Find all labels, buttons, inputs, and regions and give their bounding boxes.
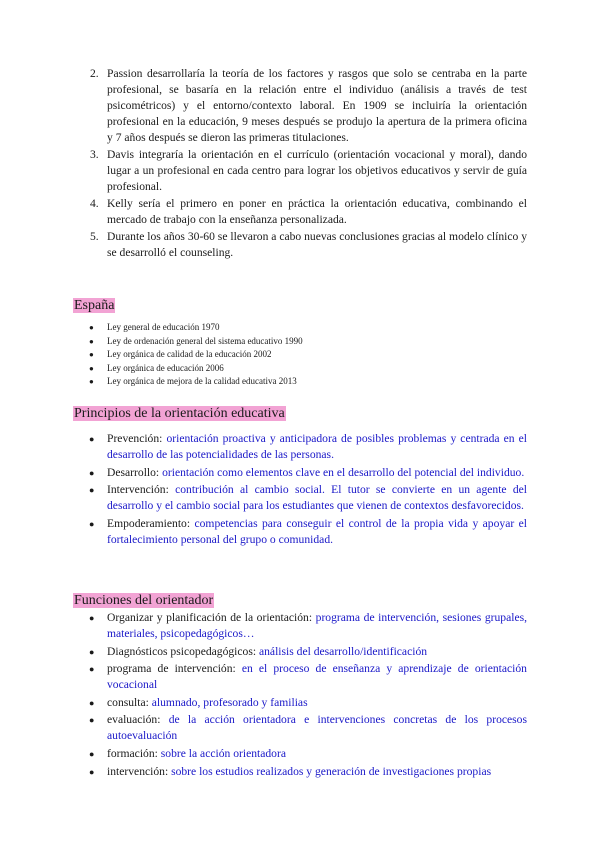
item-label: consulta: bbox=[107, 695, 152, 709]
item-text: Durante los años 30-60 se llevaron a cabo nuevas conclusiones gracias al modelo clínico y se desarrolló el counseling. bbox=[107, 230, 527, 259]
item-label: Intervención: bbox=[107, 483, 176, 497]
list-item bbox=[0, 712, 600, 744]
bullet-icon: ● bbox=[89, 664, 95, 675]
bullet-icon: ● bbox=[89, 613, 95, 623]
bullet-icon: ● bbox=[89, 350, 94, 360]
history-list bbox=[0, 66, 600, 262]
functions-list bbox=[0, 610, 600, 781]
item-description: competencias para conseguir el control de la propia vida y apoyar el fortalecimiento personal del grupo o comunidad. bbox=[107, 516, 527, 546]
list-item bbox=[0, 362, 600, 376]
laws-list bbox=[0, 321, 600, 389]
item-text: Ley orgánica de educación 2006 bbox=[107, 362, 224, 373]
item-label: Diagnósticos psicopedagógicos: bbox=[107, 644, 259, 658]
item-label: Desarrollo: bbox=[107, 465, 163, 479]
list-item bbox=[0, 66, 600, 146]
list-item bbox=[0, 764, 600, 780]
list-item bbox=[0, 644, 600, 660]
item-text: Passion desarrollaría la teoría de los factores y rasgos que solo se centraba en la parte profesional, se basaría en la relación entre el individuo (análisis a través de test psicométricos) y el entorno/contexto laboral. En 1909 se incluiría la orientación profesional en la educación, 9 meses después se produjo la apertura de la primera oficina y 7 años después se dieron las primeras titulaciones. bbox=[107, 67, 527, 144]
bullet-icon: ● bbox=[89, 363, 94, 373]
item-text: Ley general de educación 1970 bbox=[107, 322, 220, 332]
item-label: Prevención: bbox=[107, 432, 167, 445]
item-description: en el proceso de enseñanza y aprendizaje de orientación vocacional bbox=[107, 662, 527, 692]
list-item bbox=[0, 610, 600, 642]
item-number: 3. bbox=[90, 148, 99, 161]
item-description: sobre los estudios realizados y generación de investigaciones propias bbox=[171, 764, 492, 778]
list-item bbox=[0, 482, 600, 514]
item-text: Ley orgánica de calidad de la educación 2002 bbox=[107, 349, 272, 360]
list-item bbox=[0, 229, 600, 261]
list-item bbox=[0, 321, 600, 335]
item-text: Ley orgánica de mejora de la calidad educativa 2013 bbox=[107, 376, 297, 387]
bullet-icon: ● bbox=[89, 766, 95, 777]
section-heading-funciones bbox=[73, 592, 214, 610]
bullet-icon: ● bbox=[89, 434, 95, 444]
bullet-icon: ● bbox=[89, 485, 95, 496]
item-description: programa de intervención, sesiones grupales, materiales, psicopedagógicos… bbox=[107, 611, 527, 640]
item-description: contribución al cambio social. El tutor se convierte en un agente del desarrollo y el cambio social para los estudiantes que vienen de contextos desfavorecidos. bbox=[107, 483, 527, 513]
item-text: Davis integraría la orientación en el currículo (orientación vocacional y moral), dando lugar a un profesional en cada centro para lograr los objetivos educativos y servir de guía profesional. bbox=[107, 148, 527, 193]
bullet-icon: ● bbox=[89, 715, 95, 726]
bullet-icon: ● bbox=[89, 377, 94, 387]
item-label: programa de intervención: bbox=[107, 662, 242, 676]
bullet-icon: ● bbox=[89, 467, 95, 478]
list-item bbox=[0, 661, 600, 693]
item-label: Organizar y planificación de la orientación: bbox=[107, 611, 316, 624]
bullet-icon: ● bbox=[89, 518, 95, 529]
bullet-icon: ● bbox=[89, 336, 94, 346]
list-item bbox=[0, 147, 600, 195]
item-description: orientación como elementos clave en el desarrollo del potencial del individuo. bbox=[162, 465, 525, 479]
item-description: alumnado, profesorado y familias bbox=[151, 695, 308, 709]
list-item bbox=[0, 746, 600, 762]
item-label: formación: bbox=[107, 746, 161, 760]
item-number: 5. bbox=[90, 230, 99, 243]
list-item bbox=[0, 348, 600, 362]
item-number: 4. bbox=[90, 197, 99, 210]
item-text: Ley de ordenación general del sistema educativo 1990 bbox=[107, 335, 303, 346]
item-text: Kelly sería el primero en poner en práctica la orientación educativa, combinando el mercado de trabajo con la enseñanza personalizada. bbox=[107, 197, 527, 226]
item-label: Empoderamiento: bbox=[107, 516, 195, 530]
list-item bbox=[0, 431, 600, 463]
list-item bbox=[0, 695, 600, 711]
list-item bbox=[0, 375, 600, 389]
heading-highlight: España bbox=[74, 298, 115, 313]
item-description: sobre la acción orientadora bbox=[160, 746, 286, 760]
bullet-icon: ● bbox=[89, 697, 95, 708]
list-item bbox=[0, 196, 600, 228]
item-description: orientación proactiva y anticipadora de posibles problemas y centrada en el desarrollo de las potencialidades de las personas. bbox=[107, 432, 527, 461]
list-item bbox=[0, 465, 600, 481]
section-heading-principios bbox=[73, 405, 286, 423]
list-item bbox=[0, 335, 600, 349]
item-description: análisis del desarrollo/identificación bbox=[258, 644, 428, 658]
item-label: evaluación: bbox=[107, 713, 169, 727]
list-item bbox=[0, 516, 600, 548]
heading-highlight: Principios de la orientación educativa bbox=[74, 406, 285, 421]
bullet-icon: ● bbox=[89, 646, 95, 657]
item-number: 2. bbox=[90, 67, 99, 80]
bullet-icon: ● bbox=[89, 323, 94, 332]
item-description: de la acción orientadora e intervenciones concretas de los procesos autoevaluación bbox=[107, 713, 527, 743]
item-label: intervención: bbox=[107, 764, 172, 778]
principles-list bbox=[0, 431, 600, 549]
bullet-icon: ● bbox=[89, 748, 95, 759]
heading-highlight: Funciones del orientador bbox=[74, 593, 214, 608]
section-heading-espana bbox=[73, 297, 115, 315]
